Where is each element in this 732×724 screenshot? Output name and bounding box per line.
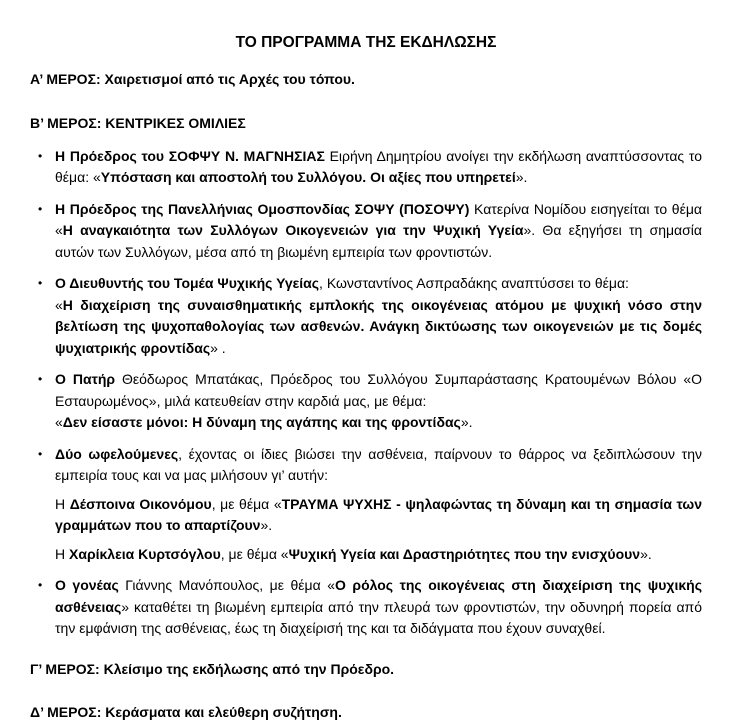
list-item-parent-manopoulos xyxy=(30,575,702,640)
text-run: , με θέμα « xyxy=(211,495,282,512)
text-run-bold: Ο Πατήρ xyxy=(55,371,123,387)
text-run: Ειρήνη Δημητρίου ανοίγει την εκδήλωση αναπτύσσοντας το θέμα: « xyxy=(55,147,702,185)
list-item-body xyxy=(55,575,702,640)
bullet-paragraph xyxy=(55,544,702,566)
section-part-c: Γ’ ΜΕΡΟΣ: Κλείσιμο της εκδήλωσης από την Πρόεδρο. xyxy=(30,660,395,677)
text-run-bold: Ο γονέας xyxy=(55,577,126,593)
bullet-dot-icon: • xyxy=(38,446,43,461)
bullet-paragraph xyxy=(55,273,702,295)
bullet-paragraph xyxy=(55,494,702,537)
text-run-bold: Δεν είσαστε μόνοι: Η δύναμη της αγάπης και της φροντίδας xyxy=(62,414,461,430)
text-run: ». Θα εξηγήσει τη σημασία αυτών των Συλλόγων, μέσα από τη βιωμένη εμπειρία των φροντιστών. xyxy=(55,222,702,260)
list-item-body xyxy=(55,273,702,359)
text-run-bold: Η αναγκαιότητα των Συλλόγων Οικογενειών για την Ψυχική Υγεία xyxy=(62,222,524,238)
text-run: » καταθέτει τη βιωμένη εμπειρία από την πλευρά των φροντιστών, την οδυνηρή πορεία από την εμφάνιση της ασθένειας, έως τη διαχείρισή της και τα διδάγματα που έχουν συναχθεί. xyxy=(55,598,702,636)
section-part-b: Β’ ΜΕΡΟΣ: ΚΕΝΤΡΙΚΕΣ ΟΜΙΛΙΕΣ xyxy=(30,115,246,131)
bullet-paragraph xyxy=(55,199,702,264)
list-item-father-batakas xyxy=(30,369,702,434)
text-run: Θεόδωρος Μπατάκας, Πρόεδρος του Συλλόγου Συμπαράστασης Κρατουμένων Βόλου «Ο Εσταυρωμένος», μιλά κατευθείαν στην καρδιά μας, με θέμα: xyxy=(55,371,702,409)
bullet-dot-icon: • xyxy=(38,578,43,592)
text-run-bold: Ο Διευθυντής του Τομέα Ψυχικής Υγείας xyxy=(55,275,320,291)
list-item-two-beneficiaries xyxy=(30,444,702,566)
bullet-dot-icon: • xyxy=(38,276,43,290)
bullet-paragraph xyxy=(55,295,702,360)
bullet-paragraph xyxy=(55,575,702,640)
bullet-paragraph xyxy=(55,444,702,487)
text-run: Η xyxy=(55,495,70,512)
list-item-president-posopsy xyxy=(30,199,702,264)
text-run: ». xyxy=(515,169,528,185)
section-part-a: Α’ ΜΕΡΟΣ: Χαιρετισμοί από τις Αρχές του τόπου. xyxy=(30,70,355,87)
list-item-body xyxy=(55,369,702,434)
bullet-dot-icon: • xyxy=(38,201,43,216)
bullet-dot-icon: • xyxy=(38,372,43,386)
text-run-bold: Η διαχείριση της συναισθηματικής εμπλοκής της οικογένειας ατόμου με ψυχική νόσο στην βελτίωση της ψυχοπαθολογίας των ασθενών. Ανάγκη δικτύωσης των οικογενειών με τις δομές ψυχιατρικής φροντίδας xyxy=(55,296,702,356)
text-run: , έχοντας οι ίδιες βιώσει την ασθένεια, παίρνουν το θάρρος να ξεδιπλώσουν την εμπειρία τους και να μας μιλήσουν γι’ αυτήν: xyxy=(55,445,703,483)
text-run: , με θέμα « xyxy=(220,545,289,562)
text-run: » . xyxy=(210,339,226,356)
text-run: , Κωνσταντίνος Ασπραδάκης αναπτύσσει το θέμα: xyxy=(319,275,629,291)
list-item-body xyxy=(55,199,702,264)
text-run: « xyxy=(55,296,63,313)
text-run: Η xyxy=(55,545,69,562)
text-run-bold: Ψυχική Υγεία και Δραστηριότητες που την ενισχύουν xyxy=(288,545,641,562)
speakers-list xyxy=(30,146,702,640)
bullet-paragraph xyxy=(55,412,702,434)
section-part-d: Δ’ ΜΕΡΟΣ: Κεράσματα και ελεύθερη συζήτηση. xyxy=(30,704,342,720)
list-item-director-mental-health xyxy=(30,273,702,359)
text-run: Κατερίνα Νομίδου εισηγείται το θέμα « xyxy=(55,200,702,238)
text-run-bold: Ο ρόλος της οικογένειας στη διαχείριση της ψυχικής ασθένειας xyxy=(55,577,702,615)
text-run-bold: Υπόσταση και αποστολή του Συλλόγου. Οι αξίες που υπηρετεί xyxy=(100,169,516,185)
page-title: ΤΟ ΠΡΟΓΡΑΜΜΑ ΤΗΣ ΕΚΔΗΛΩΣΗΣ xyxy=(235,34,497,51)
list-item-body xyxy=(55,146,702,189)
text-run-bold: Χαρίκλεια Κυρτσόγλου xyxy=(69,545,221,562)
bullet-dot-icon: • xyxy=(38,148,43,163)
text-run-bold: Η Πρόεδρος του ΣΟΦΨΥ Ν. ΜΑΓΝΗΣΙΑΣ xyxy=(55,147,330,164)
text-run-bold: ΤΡΑΥΜΑ ΨΥΧΗΣ - ψηλαφώντας τη δύναμη και τη σημασία των γραμμάτων που το απαρτίζουν xyxy=(55,495,703,533)
text-run-bold: Δέσποινα Οικονόμου xyxy=(69,495,212,512)
text-run: ». xyxy=(640,545,652,562)
text-run: ». xyxy=(260,517,273,533)
bullet-paragraph xyxy=(55,146,702,189)
text-run: « xyxy=(55,414,63,430)
list-item-body xyxy=(55,444,702,566)
text-run-bold: Η Πρόεδρος της Πανελλήνιας Ομοσπονδίας ΣΟΨΥ (ΠΟΣΟΨΥ) xyxy=(55,200,475,217)
text-run: Γιάννης Μανόπουλος, με θέμα « xyxy=(125,577,335,593)
text-run: ». xyxy=(460,414,473,430)
bullet-paragraph xyxy=(55,369,702,412)
list-item-president-sofpsy xyxy=(30,146,702,189)
text-run-bold: Δύο ωφελούμενες xyxy=(55,445,179,462)
